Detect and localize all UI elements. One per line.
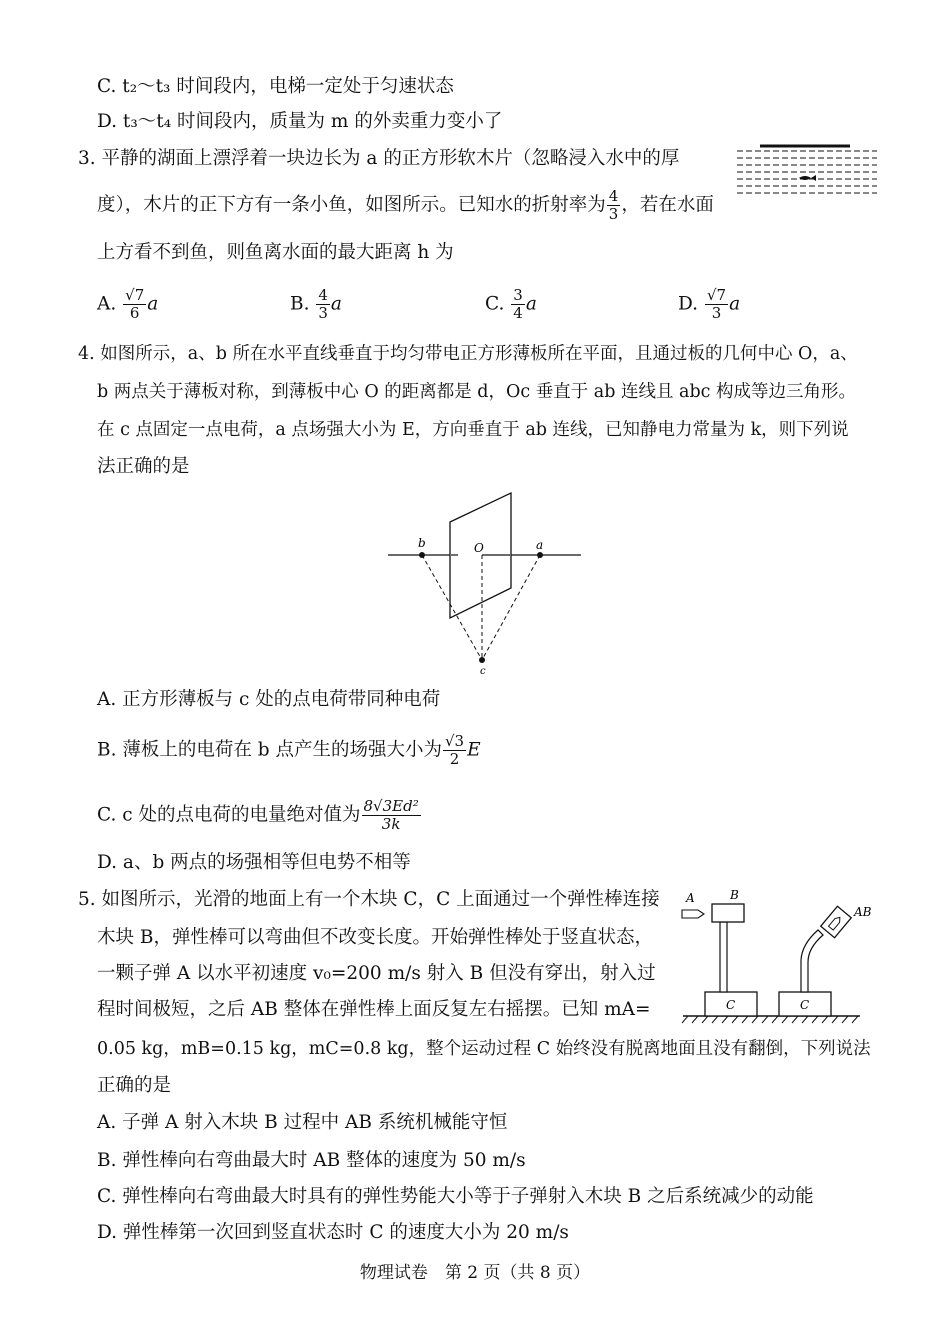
q4-option-a: A. 正方形薄板与 c 处的点电荷带同种电荷: [97, 689, 441, 710]
q2-option-d: D. t₃～t₄ 时间段内，质量为 m 的外卖重力变小了: [97, 111, 503, 132]
charged-plate-figure: [388, 488, 588, 678]
elastic-rod-left: [720, 922, 727, 992]
point-a: [537, 552, 543, 558]
q3-option-b: B. $\frac{4}{3}$ a: [290, 286, 342, 322]
label-b: B: [730, 888, 739, 902]
label-a: A: [686, 891, 695, 905]
elastic-rod-figure: [678, 882, 878, 1027]
q4-option-d: D. a、b 两点的场强相等但电势不相等: [97, 852, 411, 873]
q4-stem-line2: b 两点关于薄板对称，到薄板中心 O 的距离都是 d，Oc 垂直于 ab 连线且 abc 构成等边三角形。: [97, 382, 857, 402]
q3-option-d: D. $\frac{√7}{3}$ a: [678, 286, 741, 322]
block-b: [712, 904, 744, 922]
label-ab: AB: [854, 905, 872, 919]
q3-option-c: C. $\frac{3}{4}$ a: [485, 286, 537, 322]
label-c: c: [480, 666, 486, 677]
label-c-left: C: [726, 998, 736, 1012]
refractive-index-fraction: $\frac{4}{3}$: [608, 187, 619, 223]
q5-stem-line5: 0.05 kg，mB=0.15 kg，mC=0.8 kg，整个运动过程 C 始终没有脱离地面且没有翻倒，下列说法: [97, 1039, 871, 1059]
q4-stem-line4: 法正确的是: [97, 456, 190, 477]
label-o: O: [474, 541, 484, 555]
q5-stem-line3: 一颗子弹 A 以水平初速度 v₀=200 m/s 射入 B 但没有穿出，射入过: [97, 963, 656, 984]
q5-stem-line1: 5. 如图所示，光滑的地面上有一个木块 C，C 上面通过一个弹性棒连接: [78, 889, 660, 910]
q5-option-c: C. 弹性棒向右弯曲最大时具有的弹性势能大小等于子弹射入木块 B 之后系统减少的动能: [97, 1186, 814, 1207]
q4-stem-line3: 在 c 点固定一点电荷，a 点场强大小为 E，方向垂直于 ab 连线，已知静电力常量为 k，则下列说: [97, 420, 849, 440]
q5-option-d: D. 弹性棒第一次回到竖直状态时 C 的速度大小为 20 m/s: [97, 1222, 569, 1243]
q4-option-c: C. c 处的点电荷的电量绝对值为 $\frac{\text{8√3Ed²}}{3k}$: [97, 797, 419, 833]
q5-stem-line4: 程时间极短，之后 AB 整体在弹性棒上面反复左右摇摆。已知 mA=: [97, 999, 651, 1020]
label-c-right: C: [800, 998, 810, 1012]
q4-option-b: B. 薄板上的电荷在 b 点产生的场强大小为 $\frac{√3}{2}$ E: [97, 732, 481, 768]
fish-icon: [799, 175, 816, 181]
q3-stem-line1: 3. 平静的湖面上漂浮着一块边长为 a 的正方形软木片（忽略浸入水中的厚: [78, 148, 680, 169]
q5-stem-line2: 木块 B，弹性棒可以弯曲但不改变长度。开始弹性棒处于竖直状态，: [97, 927, 653, 948]
q5-option-b: B. 弹性棒向右弯曲最大时 AB 整体的速度为 50 m/s: [97, 1150, 526, 1171]
q5-stem-line6: 正确的是: [97, 1075, 172, 1096]
q3-stem-line3: 上方看不到鱼，则鱼离水面的最大距离 h 为: [97, 242, 454, 263]
q3-stem-line2: 度），木片的正下方有一条小鱼，如图所示。已知水的折射率为 $\frac{4}{3}$ ，若在水面: [97, 187, 714, 223]
page-footer: 物理试卷 第 2 页（共 8 页）: [359, 1263, 591, 1283]
q2-option-c: C. t₂～t₃ 时间段内，电梯一定处于匀速状态: [97, 76, 454, 97]
point-c: [479, 657, 485, 663]
q3-option-a: A. $\frac{√7}{6}$ a: [97, 286, 159, 322]
label-b: b: [418, 536, 426, 550]
elastic-rod-bent: [801, 930, 823, 992]
point-b: [419, 552, 425, 558]
q4-stem-line1: 4. 如图所示，a、b 所在水平直线垂直于均匀带电正方形薄板所在平面，且通过板的几何中心 O，a、: [78, 344, 858, 364]
bullet-a-icon: [682, 910, 704, 918]
label-a: a: [536, 538, 544, 552]
q5-option-a: A. 子弹 A 射入木块 B 过程中 AB 系统机械能守恒: [97, 1112, 508, 1133]
lake-figure: [735, 142, 880, 198]
